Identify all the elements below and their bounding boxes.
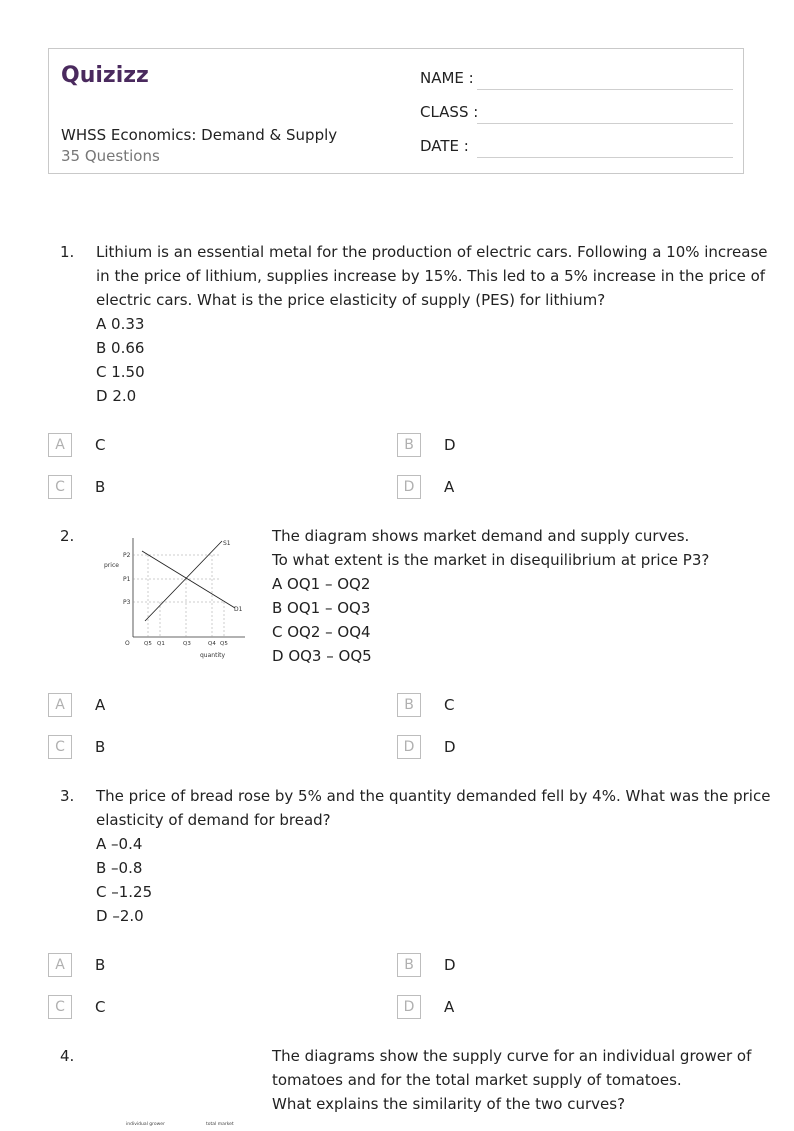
supply-demand-diagram <box>100 533 250 667</box>
question-text <box>96 240 768 408</box>
date-line[interactable] <box>477 157 733 158</box>
q-label: Q5 <box>144 641 152 647</box>
name-label: NAME : <box>420 69 474 87</box>
answer-letter-box[interactable]: B <box>397 953 421 977</box>
p1-label: P1 <box>123 576 131 583</box>
answer-text: B <box>95 956 106 974</box>
worksheet-title: WHSS Economics: Demand & Supply <box>61 126 338 144</box>
answer-text: B <box>95 738 106 756</box>
answer-letter-box[interactable]: A <box>48 693 72 717</box>
option-line: C OQ2 – OQ4 <box>272 623 371 641</box>
option-line: C –1.25 <box>96 883 153 901</box>
answer-text: D <box>444 956 456 974</box>
option-line: D OQ3 – OQ5 <box>272 647 372 665</box>
question-line: The diagram shows market demand and supply curves. <box>272 527 690 545</box>
supply-curve <box>145 541 222 621</box>
answer-letter-box[interactable]: A <box>48 953 72 977</box>
question-line: in the price of lithium, supplies increase by 15%. This led to a 5% increase in the price of <box>96 267 766 285</box>
q-label: Q3 <box>183 641 191 647</box>
demand-label: D1 <box>234 606 243 613</box>
q-label: Q4 <box>208 641 216 647</box>
answer-letter-box[interactable]: C <box>48 475 72 499</box>
answer-letter-box[interactable]: B <box>397 693 421 717</box>
answer-text: D <box>444 738 456 756</box>
quantity-axis-label: quantity <box>200 652 226 659</box>
option-line: B 0.66 <box>96 339 145 357</box>
supply-label: S1 <box>223 540 231 547</box>
answer-text: C <box>444 696 455 714</box>
p2-label: P2 <box>123 552 131 559</box>
quizizz-logo <box>61 61 153 91</box>
question-text <box>96 784 771 928</box>
option-line: D –2.0 <box>96 907 144 925</box>
answer-letter-box[interactable]: D <box>397 735 421 759</box>
question-line: electric cars. What is the price elasticity of supply (PES) for lithium? <box>96 291 606 309</box>
question-line: elasticity of demand for bread? <box>96 811 331 829</box>
question-number: 4. <box>60 1047 75 1065</box>
question-line: The price of bread rose by 5% and the quantity demanded fell by 4%. What was the price <box>96 787 771 805</box>
answer-text: C <box>95 998 106 1016</box>
date-label: DATE : <box>420 137 469 155</box>
answer-text: C <box>95 436 106 454</box>
option-line: D 2.0 <box>96 387 137 405</box>
option-line: C 1.50 <box>96 363 145 381</box>
price-axis-label: price <box>104 562 119 569</box>
question-line: tomatoes and for the total market supply of tomatoes. <box>272 1071 682 1089</box>
answer-letter-box[interactable]: D <box>397 475 421 499</box>
answer-text: D <box>444 436 456 454</box>
q-label: Q5 <box>220 641 228 647</box>
option-line: A OQ1 – OQ2 <box>272 575 371 593</box>
p3-label: P3 <box>123 599 131 606</box>
question-text <box>272 524 742 668</box>
question-line: What explains the similarity of the two curves? <box>272 1095 626 1113</box>
option-line: B –0.8 <box>96 859 143 877</box>
option-line: B OQ1 – OQ3 <box>272 599 371 617</box>
answer-letter-box[interactable]: B <box>397 433 421 457</box>
question-line: The diagrams show the supply curve for an individual grower of <box>272 1047 752 1065</box>
answer-text: A <box>444 998 455 1016</box>
answer-text: B <box>95 478 106 496</box>
question-text <box>272 1044 752 1116</box>
worksheet-header <box>48 48 744 174</box>
option-line: A 0.33 <box>96 315 145 333</box>
name-line[interactable] <box>477 89 733 90</box>
answer-letter-box[interactable]: C <box>48 995 72 1019</box>
supply-curves-diagram <box>120 1112 240 1131</box>
svg-text:Quizizz: Quizizz <box>61 63 149 87</box>
individual-grower-label: individual grower <box>126 1122 165 1127</box>
answer-text: A <box>95 696 106 714</box>
class-line[interactable] <box>477 123 733 124</box>
answer-letter-box[interactable]: D <box>397 995 421 1019</box>
question-number: 2. <box>60 527 75 545</box>
q-label: Q1 <box>157 641 165 647</box>
answer-letter-box[interactable]: A <box>48 433 72 457</box>
origin-label: O <box>125 640 130 647</box>
question-number: 3. <box>60 787 75 805</box>
answer-text: A <box>444 478 455 496</box>
question-line: Lithium is an essential metal for the production of electric cars. Following a 10% increase <box>96 243 768 261</box>
option-line: A –0.4 <box>96 835 143 853</box>
class-label: CLASS : <box>420 103 479 121</box>
question-line: To what extent is the market in disequilibrium at price P3? <box>272 551 710 569</box>
demand-curve <box>142 551 235 608</box>
total-market-label: total market <box>206 1122 234 1127</box>
question-count: 35 Questions <box>61 147 160 165</box>
question-number: 1. <box>60 243 75 261</box>
answer-letter-box[interactable]: C <box>48 735 72 759</box>
